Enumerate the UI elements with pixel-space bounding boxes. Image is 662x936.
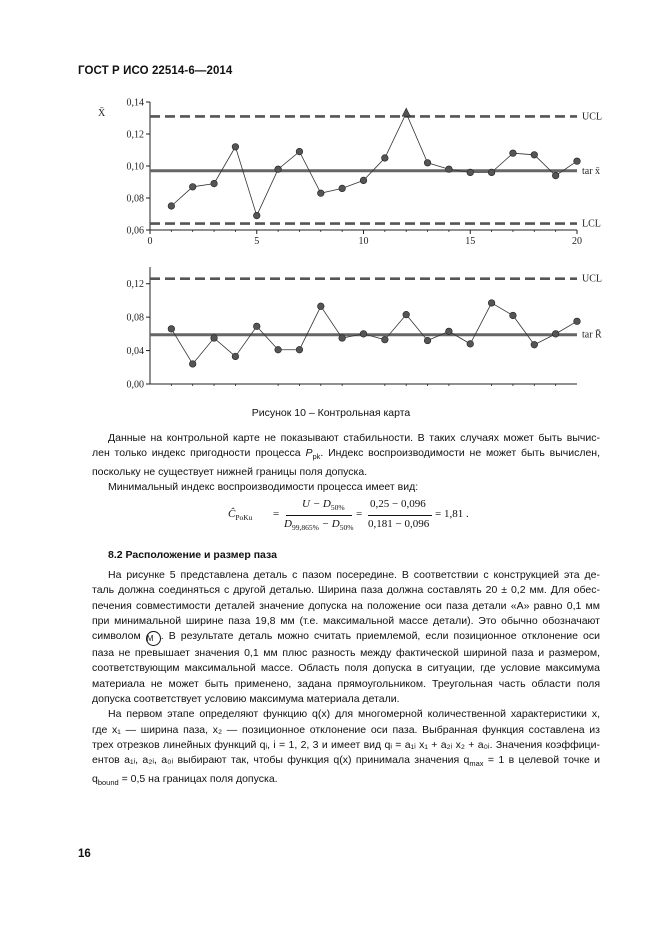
formula-den2: 0,181 − 0,096 (368, 518, 430, 530)
xbar-y-tick-label: 0,06 (126, 225, 144, 237)
formula-den1-d2: − D (318, 518, 340, 530)
r-data-point (552, 331, 559, 338)
formula-num1-text: U − D (302, 498, 331, 510)
xbar-x-tick-label: 0 (147, 236, 153, 247)
fraction-bar-1 (286, 515, 352, 516)
r-y-tick-label: 0,04 (126, 346, 144, 358)
xbar-x-tick-label: 10 (358, 236, 369, 247)
xbar-data-point (253, 212, 260, 219)
body-line-5a: символом (92, 630, 146, 643)
formula-result: = 1,81 . (435, 508, 469, 520)
xbar-data-point (424, 160, 431, 167)
figure-caption: Рисунок 10 – Контрольная карта (251, 407, 411, 419)
xbar-x-tick-label: 5 (254, 236, 260, 247)
fraction-bar-2 (368, 515, 432, 516)
formula-den1 (284, 518, 353, 532)
xbar-data-point (339, 185, 346, 192)
control-chart-figure (0, 0, 662, 400)
formula-den1-sub: 99,865% (291, 523, 319, 533)
r-data-point (253, 323, 260, 330)
formula-lhs (228, 508, 252, 522)
body-line-9: допуска соответствует условию максимума материала детали. (92, 693, 400, 706)
formula-num2: 0,25 − 0,096 (370, 498, 426, 510)
xbar-data-point (168, 203, 175, 210)
formula-eq2: = (356, 508, 363, 520)
pk-symbol: P (305, 447, 313, 460)
pk-subscript: pk (312, 452, 321, 462)
formula-den1-d: D (284, 518, 292, 530)
body-line-13b: = 1 в целевой точке и (483, 754, 600, 767)
xbar-center-label: tar x̄ (582, 165, 601, 177)
xbar-y-tick-label: 0,08 (126, 193, 144, 205)
r-y-tick-label: 0,08 (126, 312, 144, 324)
body-line-14b: = 0,5 на границах поля допуска. (118, 772, 278, 785)
xbar-data-point (211, 180, 218, 187)
xbar-data-point (402, 108, 410, 116)
intro-line-3: поскольку не существует нижней границы поля допуска. (92, 465, 368, 478)
r-data-point (424, 337, 431, 344)
r-data-point (296, 346, 303, 353)
xbar-data-point (189, 184, 196, 191)
r-y-tick-label: 0,12 (126, 279, 144, 291)
xbar-y-tick-label: 0,14 (126, 97, 144, 109)
r-data-point (510, 312, 517, 319)
body-paragraph (92, 568, 600, 790)
r-data-point (574, 318, 581, 325)
intro-paragraph (92, 431, 600, 495)
r-data-point (531, 341, 538, 348)
qbound-subscript: bound (97, 777, 119, 787)
body-line-13a: ентов a₁ᵢ, a₂ᵢ, a₀ᵢ выбирают так, чтобы функция q(x) принимала значения q (92, 754, 470, 767)
xbar-y-axis-label: X̄ (98, 108, 106, 119)
xbar-data-point (360, 177, 367, 184)
r-data-point (446, 328, 453, 335)
r-data-point (189, 361, 196, 368)
xbar-data-point (318, 190, 325, 197)
xbar-data-point (531, 152, 538, 159)
body-line-11: где x₁ — ширина паза, x₂ — позиционное отклонение оси паза. Выбранная функция составлена из (92, 723, 600, 736)
r-data-point (275, 346, 282, 353)
intro-line-2a: лен только индекс пригодности процесса (92, 447, 306, 460)
r-data-point (360, 331, 367, 338)
body-line-8: материала не может быть применено, задана прямоугольником. Треугольная часть области поля (92, 677, 600, 690)
xbar-data-point (275, 166, 282, 173)
body-line-10: На первом этапе определяют функцию q(x) для многомерной количественной характеристики x, (108, 708, 600, 721)
xbar-x-tick-label: 20 (572, 236, 582, 247)
formula-c-hat: Ĉ (228, 508, 236, 520)
r-y-tick-label: 0,00 (126, 379, 144, 391)
formula-num1-sub: 50% (330, 503, 345, 513)
body-line-6: паза не превышает значения 0,1 мм плюс разность между фактической шириной паза и размером, (92, 647, 600, 660)
body-line-14a: q (92, 772, 98, 785)
r-data-point (339, 335, 346, 342)
intro-line-2b: . Индекс воспроизводимости не может быть вычислен, (320, 447, 601, 460)
mmc-symbol: M (146, 631, 161, 646)
xbar-data-point (488, 169, 495, 176)
body-line-5b: . В результате деталь можно считать приемлемой, если позиционное отклонение оси (160, 630, 600, 643)
body-line-2: таль должна соединяться с другой деталью. Ширина паза должна составлять 20 ± 0,2 мм. Для обес- (92, 584, 600, 597)
formula-eq1: = (273, 508, 280, 520)
r-data-point (382, 336, 389, 343)
xbar-data-point (232, 144, 239, 151)
r-data-point (318, 303, 325, 310)
intro-line-4: Минимальный индекс воспроизводимости процесса имеет вид: (108, 480, 419, 493)
intro-line-1: Данные на контрольной карте не показывают стабильности. В таких случаях может быть вычис- (108, 432, 600, 444)
xbar-data-point (574, 158, 581, 165)
xbar-y-tick-label: 0,12 (126, 129, 144, 141)
xbar-data-point (552, 172, 559, 179)
body-line-3: печения совместимости деталей значение допуска на положение оси паза детали «А» равно 0,1 мм (92, 599, 600, 612)
body-line-12: трех отрезков линейных функций qᵢ, i = 1, 2, 3 и имеет вид qᵢ = a₁ᵢ x₁ + a₂ᵢ x₂ + a₀ᵢ. Значения коэффици- (92, 738, 600, 751)
xbar-data-point (467, 169, 474, 176)
r-data-point (232, 353, 239, 360)
xbar-data-point (446, 166, 453, 173)
r-data-point (211, 335, 218, 342)
section-title: 8.2 Расположение и размер паза (108, 549, 277, 561)
r-data-point (168, 326, 175, 333)
xbar-series-line (171, 113, 577, 215)
body-line-4: при минимальной ширине паза 19,8 мм (т.е. максимальной массе детали). Это обычно обозначают (92, 614, 600, 627)
xbar-x-tick-label: 15 (465, 236, 476, 247)
formula-num1 (302, 498, 345, 512)
r-center-label: tar R̄ (582, 329, 602, 341)
xbar-y-tick-label: 0,10 (126, 161, 144, 173)
xbar-data-point (382, 155, 389, 162)
formula-den1-sub2: 50% (339, 523, 354, 533)
formula-lhs-sub: PoKu (235, 513, 253, 523)
xbar-lcl-label: LCL (582, 218, 601, 230)
body-line-1: На рисунке 5 представлена деталь с пазом посередине. В соответствии с конструкцией эта де- (108, 569, 600, 581)
r-ucl-label: UCL (582, 273, 602, 285)
document-header: ГОСТ Р ИСО 22514-6—2014 (78, 65, 233, 77)
xbar-data-point (296, 148, 303, 155)
r-data-point (403, 311, 410, 318)
r-data-point (467, 341, 474, 348)
xbar-ucl-label: UCL (582, 111, 602, 123)
body-line-7: соответствующим максимальной массе. Область поля допуска в ситуации, где условие максимума (92, 662, 600, 675)
r-data-point (488, 300, 495, 307)
page-number: 16 (78, 848, 91, 860)
xbar-data-point (510, 150, 517, 157)
qmax-subscript: max (469, 759, 484, 769)
